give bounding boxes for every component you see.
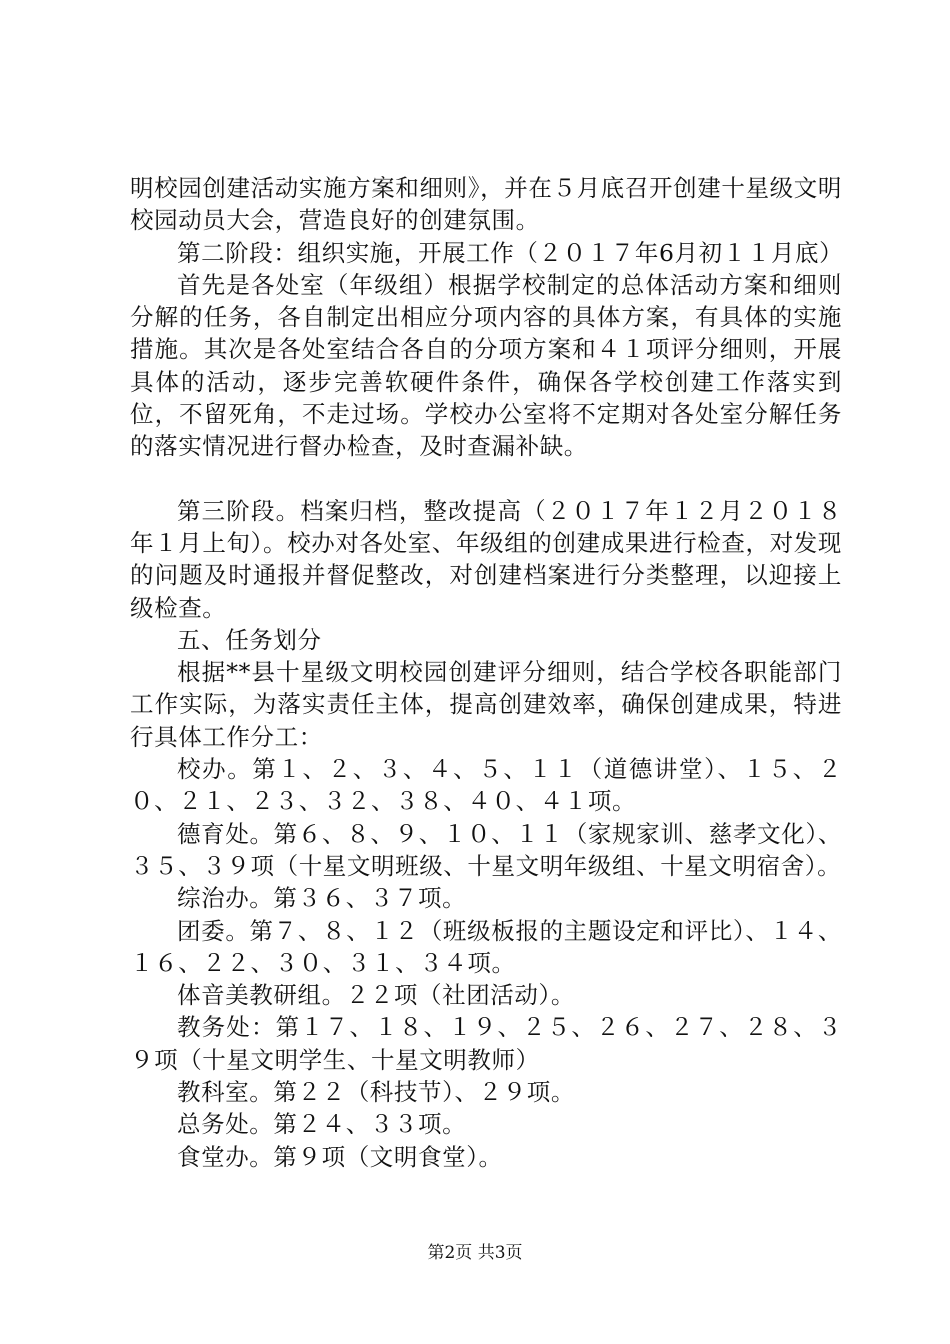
paragraph-stage-three: 第三阶段。档案归档，整改提高（２０１７年１２月２０１８年１月上旬）。校办对各处室、年级组的创建成果进行检查，对发现的问题及时通报并督促整改，对创建档案进行分类整理，以迎接上级检查。 (130, 496, 842, 622)
task-item-security-office: 综治办。第３６、３７项。 (177, 884, 467, 913)
paragraph-task-intro: 根据**县十星级文明校园创建评分细则，结合学校各职能部门工作实际，为落实责任主体，提高创建效率，确保创建成果，特进行具体工作分工： (130, 658, 842, 751)
task-item-research-office: 教科室。第２２（科技节）、２９项。 (177, 1078, 575, 1107)
document-body (130, 172, 842, 1173)
task-item-school-office: 校办。第１、２、３、４、５、１１（道德讲堂）、１５、２０、２１、２３、３２、３８、４０、４１项。 (130, 755, 842, 816)
section-heading-task-division: 五、任务划分 (177, 625, 322, 654)
task-item-arts-sports-group: 体音美教研组。２２项（社团活动）。 (177, 981, 575, 1010)
task-item-canteen-office: 食堂办。第９项（文明食堂）。 (177, 1142, 503, 1171)
task-item-youth-league: 团委。第７、８、１２（班级板报的主题设定和评比）、１４、１６、２２、３０、３１、３４项。 (130, 916, 842, 977)
paragraph-continuation: 明校园创建活动实施方案和细则》，并在５月底召开创建十星级文明校园动员大会，营造良好的创建氛围。 (130, 174, 842, 235)
paragraph-stage-two-heading: 第二阶段：组织实施，开展工作（２０１７年6月初１１月底） (177, 238, 844, 267)
task-item-general-affairs: 总务处。第２４、３３项。 (177, 1110, 467, 1139)
paragraph-gap (130, 463, 842, 495)
task-item-academic-affairs: 教务处：第１７、１８、１９、２５、２６、２７、２８、３９项（十星文明学生、十星文明教师） (130, 1013, 842, 1074)
page-footer: 第2页 共3页 (427, 1243, 523, 1263)
task-item-moral-education: 德育处。第６、８、９、１０、１１（家规家训、慈孝文化）、３５、３９项（十星文明班级、十星文明年级组、十星文明宿舍）。 (130, 819, 842, 880)
paragraph-stage-two-body: 首先是各处室（年级组）根据学校制定的总体活动方案和细则分解的任务，各自制定出相应分项内容的具体方案，有具体的实施措施。其次是各处室结合各自的分项方案和４１项评分细则，开展具体的活动，逐步完善软硬件条件，确保各学校创建工作落实到位，不留死角，不走过场。学校办公室将不定期对各处室分解任务的落实情况进行督办检查，及时查漏补缺。 (130, 270, 842, 461)
